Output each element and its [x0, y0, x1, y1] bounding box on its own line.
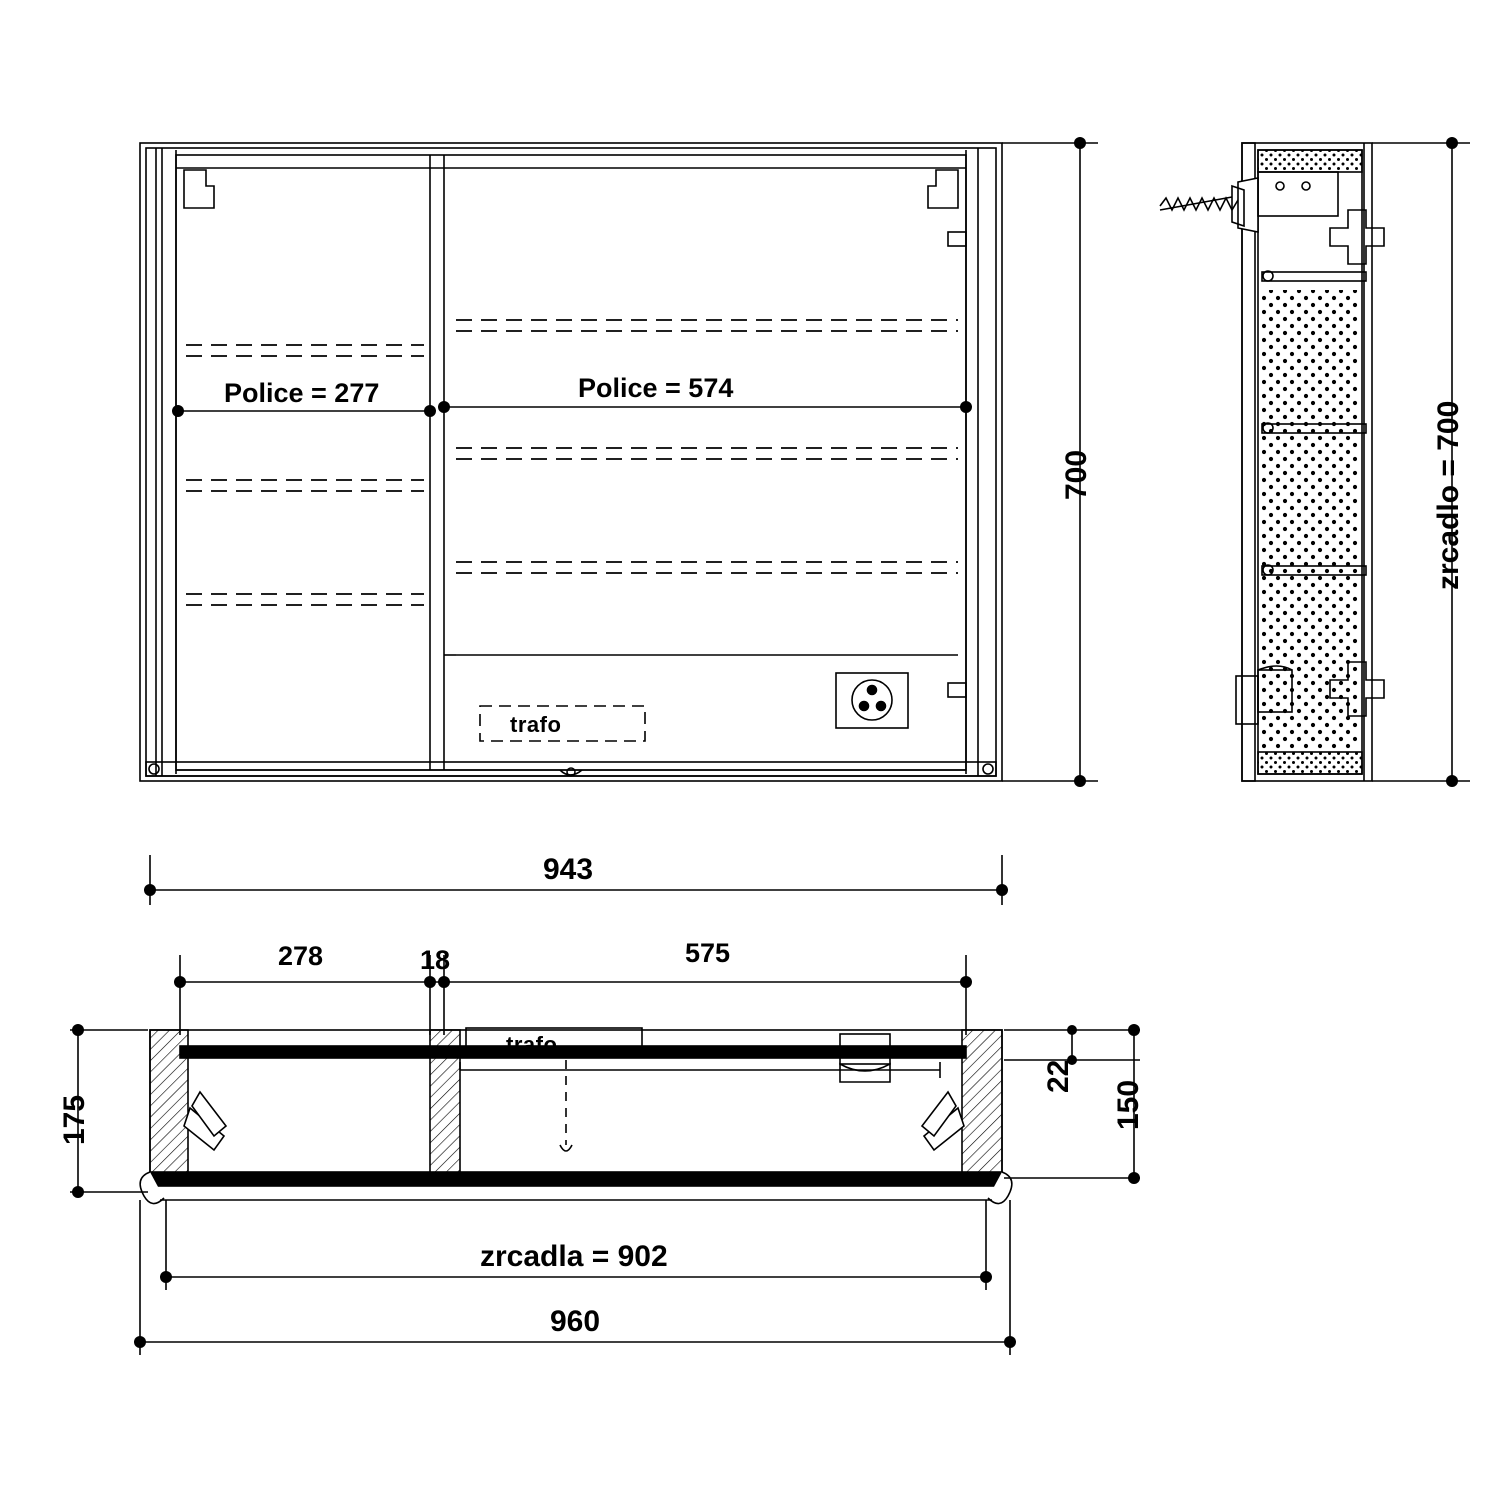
- top-view-front-panel-value: 22: [1042, 1059, 1075, 1093]
- shelf-left-label: Police = 277: [224, 378, 380, 408]
- top-view-trafo-label: trafo: [506, 1032, 558, 1057]
- top-view-depth-left-value: 175: [58, 1094, 91, 1145]
- top-view-divider-value: 18: [420, 945, 451, 975]
- shelf-right-label: Police = 574: [578, 373, 734, 403]
- top-view-overall-width-value: 943: [543, 853, 594, 886]
- top-view-depth-right-value: 150: [1112, 1079, 1145, 1130]
- top-view-total-width-value: 960: [550, 1305, 601, 1338]
- top-view-left-section-value: 278: [278, 941, 324, 971]
- side-view-group: [1160, 143, 1384, 781]
- front-view-height-value: 700: [1060, 449, 1093, 500]
- top-view-right-section-value: 575: [685, 938, 731, 968]
- top-view-group: [70, 855, 1140, 1355]
- front-view-group: [140, 143, 1002, 781]
- top-view-mirror-width-value: zrcadla = 902: [480, 1240, 668, 1273]
- side-view-mirror-height-value: zrcadlo = 700: [1432, 400, 1465, 590]
- front-view-trafo-label: trafo: [510, 712, 562, 737]
